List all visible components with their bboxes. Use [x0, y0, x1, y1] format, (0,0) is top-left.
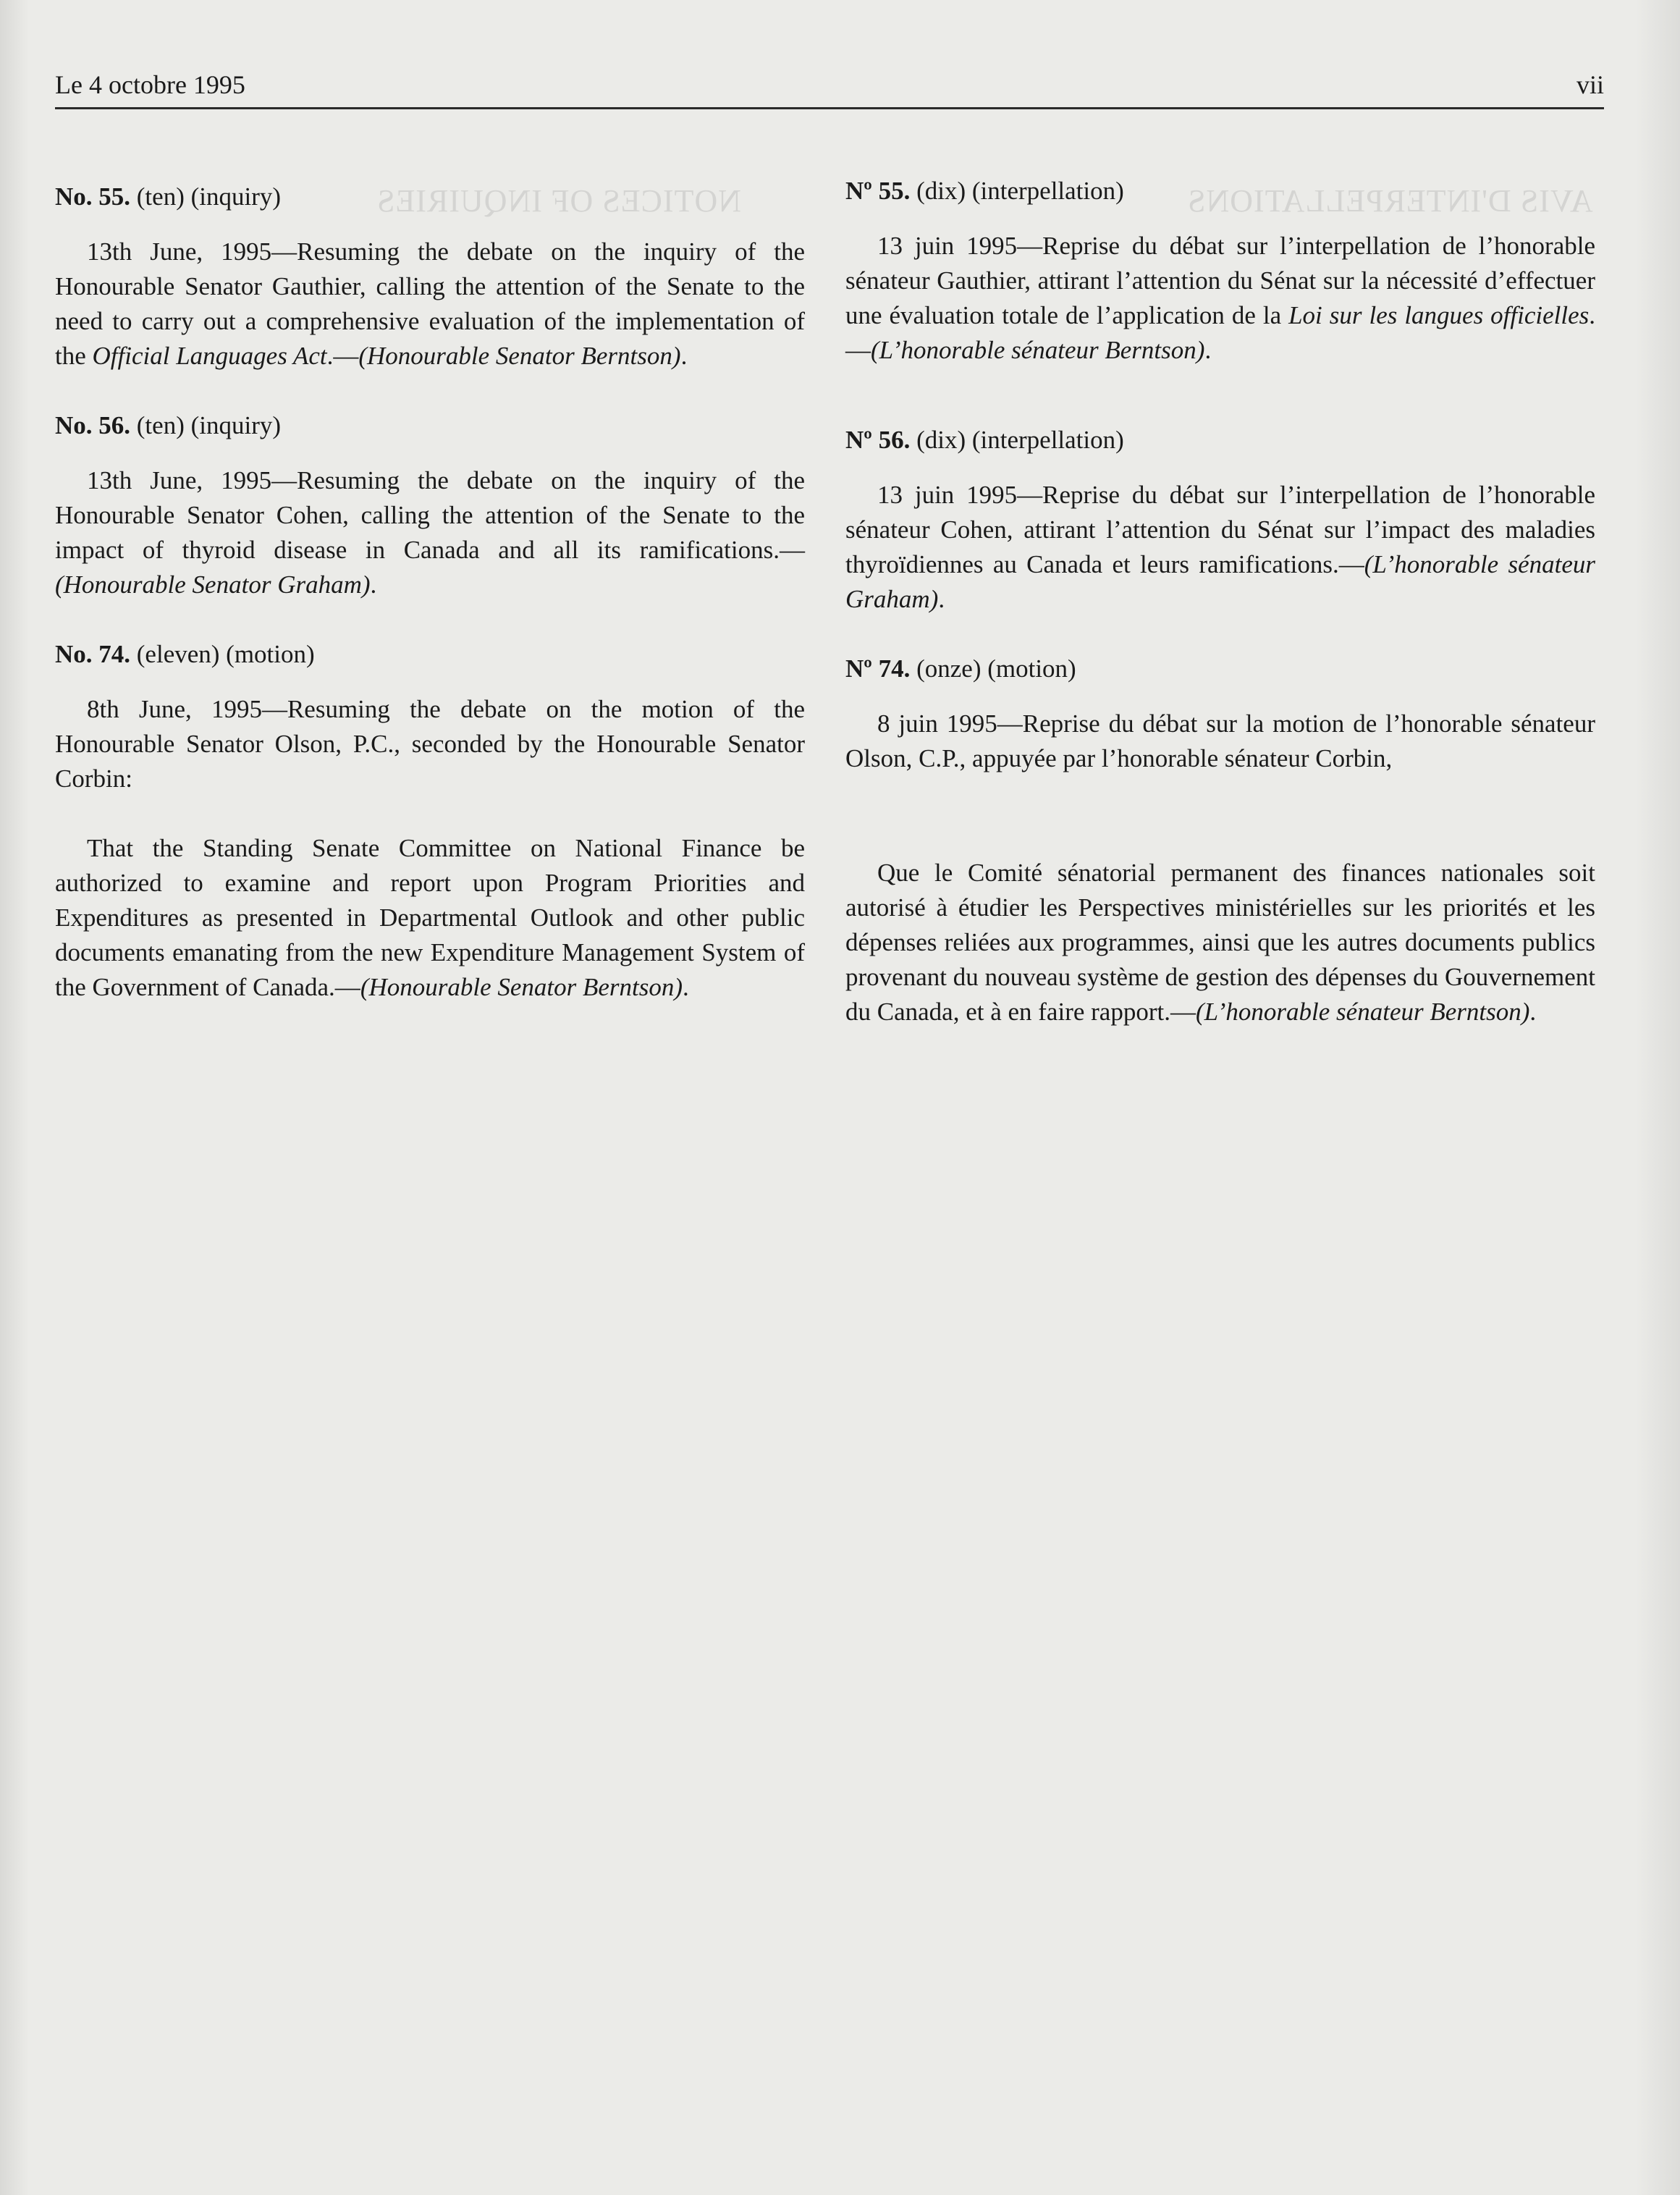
item-end: . [1204, 336, 1212, 364]
item-number: Nº 74. [845, 654, 911, 683]
motion-body: That the Standing Senate Committee on National Finance be authorized to examine and report upon Program Priorities and Expenditures as presented in Departmental Outlook and other public documents emanating from the new Expenditure Management System of the Government of Canada.— [55, 834, 805, 1001]
item-attribution: (L’honorable sénateur Graham) [845, 550, 1595, 613]
item-end: . [1529, 998, 1537, 1026]
item-attribution: (L’honorable sénateur Berntson) [1195, 998, 1530, 1026]
motion-body: Que le Comité sénatorial permanent des finances nationales soit autorisé à étudier les Perspectives ministérielles sur les priorités et les dépenses reliées aux programmes, ainsi que les autres documents publics provenant du nouveau système de gestion des dépenses du Gouvernement du Canada, et à en faire rapport.— [845, 859, 1595, 1026]
item-body: 13th June, 1995—Resuming the debate on the inquiry of the Honourable Senator Cohen, calling the attention of the Senate to the impact of thyroid disease in Canada and all its ramifications.— [55, 466, 805, 564]
header-date: Le 4 octobre 1995 [55, 70, 245, 99]
item-number: Nº 55. [845, 177, 911, 205]
item-attribution: (Honourable Senator Berntson) [358, 342, 681, 370]
item-heading [55, 408, 805, 443]
act-title: Loi sur les langues officielles [1288, 301, 1590, 329]
item-body: 13th June, 1995—Resuming the debate on the inquiry of the Honourable Senator Gauthier, calling the attention of the Senate to the need to carry out a comprehensive evaluation of the implementation of the [55, 237, 805, 370]
bleed-through-text-block [449, 1158, 1607, 1665]
item-number: No. 56. [55, 411, 131, 439]
item-heading [55, 637, 805, 672]
item-end: . [683, 973, 689, 1001]
item-end: . [938, 585, 945, 613]
item-body: 13 juin 1995—Reprise du débat sur l’interpellation de l’honorable sénateur Gauthier, attirant l’attention du Sénat sur la nécessité d’effectuer une évaluation totale de l’application de la [845, 232, 1595, 329]
item-text: 8 juin 1995—Reprise du débat sur la motion de l’honorable sénateur Olson, C.P., appuyée par l’honorable sénateur Corbin, [845, 709, 1595, 772]
item-heading [845, 423, 1595, 458]
item-end: . [370, 570, 377, 599]
item-attribution: (Honourable Senator Berntson) [360, 973, 683, 1001]
page-header [55, 69, 1604, 106]
item-separator: .— [845, 301, 1596, 364]
act-title: Official Languages Act [92, 342, 327, 370]
item-number: No. 55. [55, 182, 131, 211]
english-column [55, 180, 805, 1005]
bleed-through-heading-left: AVIS D'INTERPELLATIONS [1187, 183, 1593, 219]
item-attribution: (L’honorable sénateur Berntson) [871, 336, 1205, 364]
motion-text [55, 831, 805, 1005]
item-text [845, 229, 1595, 368]
item-text: 8th June, 1995—Resuming the debate on the motion of the Honourable Senator Olson, P.C., seconded by the Honourable Senator Corbin: [55, 695, 805, 793]
french-column [845, 174, 1595, 1029]
motion-text [845, 856, 1595, 1029]
item-end: . [680, 342, 688, 370]
item-attribution: (Honourable Senator Graham) [55, 570, 371, 599]
item-type: (onze) (motion) [910, 654, 1076, 683]
item-text [55, 235, 805, 374]
item-type: (dix) (interpellation) [910, 177, 1124, 205]
item-heading [845, 174, 1595, 208]
item-heading [845, 652, 1595, 686]
item-type: (eleven) (motion) [130, 640, 315, 668]
item-heading [55, 180, 805, 214]
item-type: (dix) (interpellation) [910, 426, 1124, 454]
header-page-number: vii [1576, 70, 1604, 99]
item-text [845, 478, 1595, 617]
item-number: Nº 56. [845, 426, 911, 454]
bleed-through-heading-right: NOTICES OF INQUIRIES [376, 183, 741, 219]
item-separator: .— [326, 342, 359, 370]
item-number: No. 74. [55, 640, 131, 668]
item-type: (ten) (inquiry) [130, 182, 282, 211]
item-type: (ten) (inquiry) [130, 411, 282, 439]
item-text [55, 463, 805, 602]
header-rule [55, 107, 1604, 109]
item-body: 13 juin 1995—Reprise du débat sur l’interpellation de l’honorable sénateur Cohen, attirant l’attention du Sénat sur l’impact des maladies thyroïdiennes au Canada et leurs ramifications.— [845, 481, 1595, 578]
